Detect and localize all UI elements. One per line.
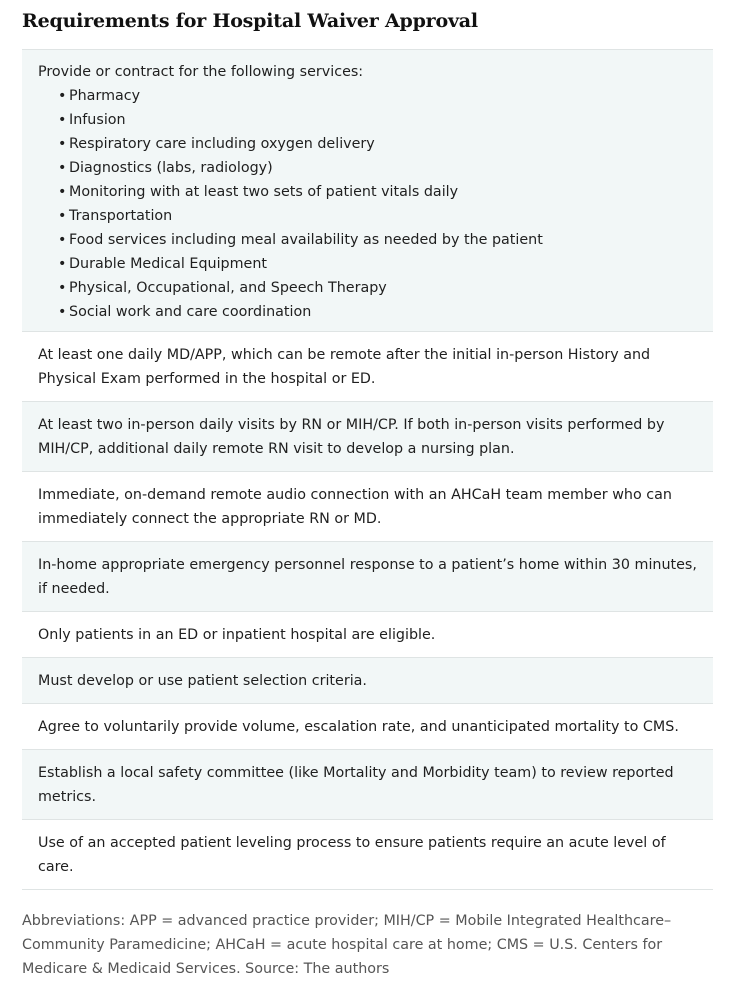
service-item: • Transportation: [58, 204, 697, 228]
requirement-row: At least one daily MD/APP, which can be remote after the initial in-person History and Physical Exam performed in the hospital or ED.: [22, 332, 713, 402]
service-item: • Infusion: [58, 108, 697, 132]
service-item: • Physical, Occupational, and Speech Therapy: [58, 276, 697, 300]
service-item: • Diagnostics (labs, radiology): [58, 156, 697, 180]
document: [22, 0, 713, 981]
requirement-row: Agree to voluntarily provide volume, escalation rate, and unanticipated mortality to CMS.: [22, 704, 713, 750]
services-intro: Provide or contract for the following services:: [38, 64, 364, 80]
service-item: • Respiratory care including oxygen delivery: [58, 132, 697, 156]
requirement-row: Must develop or use patient selection criteria.: [22, 658, 713, 704]
requirement-row: At least two in-person daily visits by RN or MIH/CP. If both in-person visits performed by MIH/CP, additional daily remote RN visit to develop a nursing plan.: [22, 402, 713, 472]
table-title: Requirements for Hospital Waiver Approval: [22, 10, 478, 32]
requirement-row: Use of an accepted patient leveling process to ensure patients require an acute level of care.: [22, 820, 713, 890]
requirement-row: Establish a local safety committee (like Mortality and Morbidity team) to review reported metrics.: [22, 750, 713, 820]
service-item: • Food services including meal availability as needed by the patient: [58, 228, 697, 252]
requirements-table: [22, 49, 713, 890]
requirement-row: Immediate, on-demand remote audio connection with an AHCaH team member who can immediately connect the appropriate RN or MD.: [22, 472, 713, 542]
services-row: [22, 50, 713, 332]
footnote: Abbreviations: APP = advanced practice provider; MIH/CP = Mobile Integrated Healthcare–Community Paramedicine; AHCaH = acute hospital care at home; CMS = U.S. Centers for Medicare & Medicaid Services. Source: The authors: [22, 913, 672, 977]
requirement-row: Only patients in an ED or inpatient hospital are eligible.: [22, 612, 713, 658]
services-list: [38, 84, 697, 324]
service-item: • Pharmacy: [58, 84, 697, 108]
requirement-row: In-home appropriate emergency personnel response to a patient’s home within 30 minutes, if needed.: [22, 542, 713, 612]
service-item: • Durable Medical Equipment: [58, 252, 697, 276]
service-item: • Social work and care coordination: [58, 300, 697, 324]
service-item: • Monitoring with at least two sets of patient vitals daily: [58, 180, 697, 204]
